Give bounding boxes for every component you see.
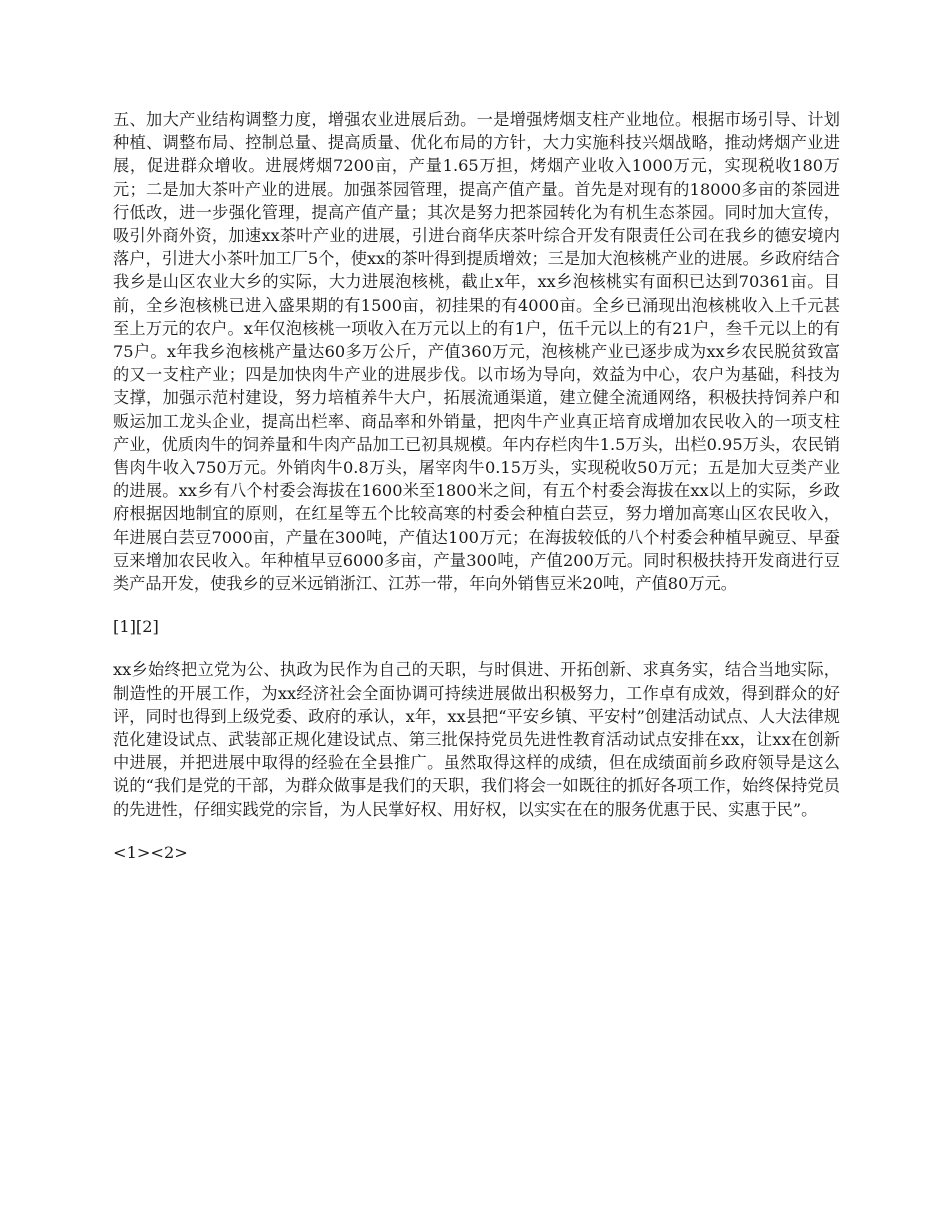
paragraph-party-work: xx乡始终把立党为公、执政为民作为自己的天职，与时俱进、开拓创新、求真务实，结合当地实际，制造性的开展工作，为xx经济社会全面协调可持续进展做出积极努力，工作卓有成效，得到群众的好评，同时也得到上级党委、政府的承认，x年，xx县把“平安乡镇、平安村”创建活动试点、人大法律规范化建设试点、武装部正规化建设试点、第三批保持党员先进性教育活动试点安排在xx，让xx在创新中进展，并把进展中取得的经验在全县推广。虽然取得这样的成绩，但在成绩面前乡政府领导是这么说的“我们是党的干部，为群众做事是我们的天职，我们将会一如既往的抓好各项工作，始终保持党员的先进性，仔细实践党的宗旨，为人民掌好权、用好权，以实实在在的服务优惠于民、实惠于民”。	[113, 660, 840, 819]
paragraph-industry-restructuring: 五、加大产业结构调整力度，增强农业进展后劲。一是增强烤烟支柱产业地位。根据市场引导、计划种植、调整布局、控制总量、提高质量、优化布局的方针，大力实施科技兴烟战略，推动烤烟产业进展，促进群众增收。进展烤烟7200亩，产量1.65万担，烤烟产业收入1000万元，实现税收180万元；二是加大茶叶产业的进展。加强茶园管理，提高产值产量。首先是对现有的18000多亩的茶园进行低改，进一步强化管理，提高产值产量；其次是努力把茶园转化为有机生态茶园。同时加大宣传，吸引外商外资，加速xx茶叶产业的进展，引进台商华庆茶叶综合开发有限责任公司在我乡的德安境内落户，引进大小茶叶加工厂5个，使xx的茶叶得到提质增效；三是加大泡核桃产业的进展。乡政府结合我乡是山区农业大乡的实际，大力进展泡核桃，截止x年，xx乡泡核桃实有面积已达到70361亩。目前，全乡泡核桃已进入盛果期的有1500亩，初挂果的有4000亩。全乡已涌现出泡核桃收入上千元甚至上万元的农户。x年仅泡核桃一项收入在万元以上的有1户，伍千元以上的有21户，叁千元以上的有75户。x年我乡泡核桃产量达60多万公斤，产值360万元，泡核桃产业已逐步成为xx乡农民脱贫致富的又一支柱产业；四是加快肉牛产业的进展步伐。以市场为导向，效益为中心，农户为基础，科技为支撑，加强示范村建设，努力培植养牛大户，拓展流通渠道，建立健全流通网络，积极扶持饲养户和贩运加工龙头企业，提高出栏率、商品率和外销量，把肉牛产业真正培育成增加农民收入的一项支柱产业，优质肉牛的饲养量和牛肉产品加工已初具规模。年内存栏肉牛1.5万头，出栏0.95万头，农民销售肉牛收入750万元。外销肉牛0.8万头，屠宰肉牛0.15万头，实现税收50万元；五是加大豆类产业的进展。xx乡有八个村委会海拔在1600米至1800米之间，有五个村委会海拔在xx以上的实际，乡政府根据因地制宜的原则，在红星等五个比较高寒的村委会种植白芸豆，努力增加高寒山区农民收入，年进展白芸豆7000亩，产量在300吨，产值达100万元；在海拔较低的八个村委会种植早豌豆、早蚕豆来增加农民收入。年种植早豆6000多亩，产量300吨，产值200万元。同时积极扶持开发商进行豆类产品开发，使我乡的豆米远销浙江、江苏一带，年向外销售豆米20吨，产值80万元。	[113, 110, 840, 594]
paragraph-page-marks: <1><2>	[113, 842, 188, 862]
paragraph-reference-marks: [1][2]	[113, 617, 159, 637]
document-body	[113, 108, 840, 884]
